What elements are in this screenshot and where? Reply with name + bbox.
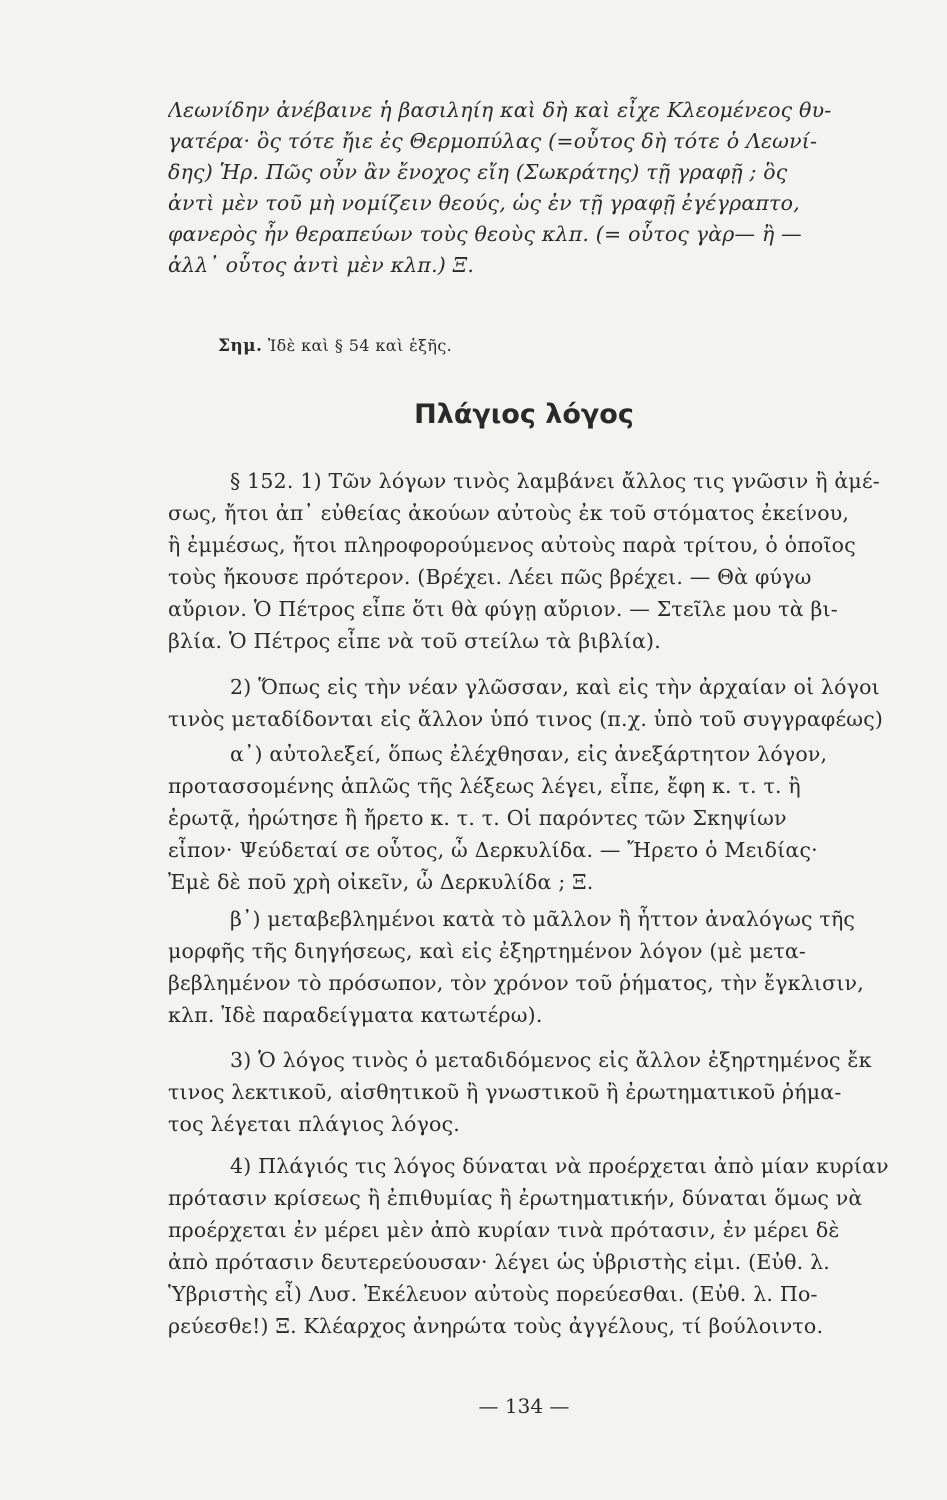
paragraph-line: τος λέγεται πλάγιος λόγος. (168, 1112, 460, 1136)
paragraph-line: 3) Ὁ λόγος τινὸς ὁ μεταδιδόμενος εἰς ἄλλον ἐξηρτημένος ἔκ (230, 1048, 872, 1072)
paragraph-line: Ἐμὲ δὲ ποῦ χρὴ οἰκεῖν, ὦ Δερκυλίδα ; Ξ. (168, 870, 594, 894)
text-line: ἀλλ᾽ οὗτος ἀντὶ μὲν κλπ.) Ξ. (168, 253, 475, 277)
paragraph-line: τινος λεκτικοῦ, αἰσθητικοῦ ἢ γνωστικοῦ ἢ ἐρωτηματικοῦ ῥήμα- (168, 1080, 842, 1104)
paragraph-line: ἀπὸ πρότασιν δευτερεύουσαν· λέγει ὡς ὑβριστὴς εἰμι. (Εὐθ. λ. (168, 1250, 831, 1274)
section-heading: Πλάγιος λόγος (414, 399, 634, 430)
paragraph-line: αὔριον. Ὁ Πέτρος εἶπε ὅτι θὰ φύγῃ αὔριον. — Στεῖλε μου τὰ βι- (168, 597, 838, 621)
paragraph-line: 2) Ὅπως εἰς τὴν νέαν γλῶσσαν, καὶ εἰς τὴν ἀρχαίαν οἱ λόγοι (230, 675, 880, 699)
paragraph-line: βεβλημένον τὸ πρόσωπον, τὸν χρόνον τοῦ ῥήματος, τὴν ἔγκλισιν, (168, 971, 864, 995)
paragraph-line: ρεύεσθε!) Ξ. Κλέαρχος ἀνηρώτα τοὺς ἀγγέλους, τί βούλοιντο. (168, 1314, 824, 1338)
book-page (168, 95, 920, 1455)
paragraph-line: σως, ἤτοι ἀπ᾽ εὐθείας ἀκούων αὐτοὺς ἐκ τοῦ στόματος ἐκείνου, (168, 501, 850, 525)
paragraph-line: πρότασιν κρίσεως ἢ ἐπιθυμίας ἢ ἐρωτηματικήν, δύναται ὅμως νὰ (168, 1186, 863, 1210)
page-number: — 134 — (478, 1394, 570, 1418)
text-line: φανερὸς ἦν θεραπεύων τοὺς θεοὺς κλπ. (= οὗτος γὰρ— ἢ — (168, 222, 802, 246)
text-line: Λεωνίδην ἀνέβαινε ἡ βασιληίη καὶ δὴ καὶ εἶχε Κλεομένεος θυ- (168, 98, 832, 122)
text-line: γατέρα· ὃς τότε ἤιε ἐς Θερμοπύλας (=οὗτος δὴ τότε ὁ Λεωνί- (168, 129, 818, 153)
text-line: δης) Ἡρ. Πῶς οὖν ἂν ἔνοχος εἴη (Σωκράτης) τῇ γραφῇ ; ὃς (168, 160, 788, 184)
paragraph-line: ἐρωτᾷ, ἠρώτησε ἢ ἤρετο κ. τ. τ. Οἱ παρόντες τῶν Σκηψίων (168, 806, 787, 830)
note-text: Ἰδὲ καὶ § 54 καὶ ἑξῆς. (262, 336, 453, 355)
paragraph-line: κλπ. Ἰδὲ παραδείγματα κατωτέρω). (168, 1003, 543, 1027)
paragraph-line: προέρχεται ἐν μέρει μὲν ἀπὸ κυρίαν τινὰ πρότασιν, ἐν μέρει δὲ (168, 1218, 840, 1242)
paragraph-line: προτασσομένης ἁπλῶς τῆς λέξεως λέγει, εἶπε, ἔφη κ. τ. τ. ἢ (168, 774, 801, 798)
paragraph-line: 4) Πλάγιός τις λόγος δύναται νὰ προέρχεται ἀπὸ μίαν κυρίαν (230, 1154, 889, 1178)
text-line: ἀντὶ μὲν τοῦ μὴ νομίζειν θεούς, ὡς ἐν τῇ γραφῇ ἐγέγραπτο, (168, 191, 800, 215)
paragraph-line: τινὸς μεταδίδονται εἰς ἄλλον ὑπό τινος (π.χ. ὑπὸ τοῦ συγγραφέως) (168, 707, 884, 731)
paragraph-line: εἶπον· Ψεύδεταί σε οὗτος, ὦ Δερκυλίδα. — Ἤρετο ὁ Μειδίας· (168, 838, 818, 862)
paragraph-line: α᾽) αὐτολεξεί, ὅπως ἐλέχθησαν, εἰς ἀνεξάρτητον λόγον, (230, 742, 828, 766)
paragraph-line: ἢ ἐμμέσως, ἤτοι πληροφορούμενος αὐτοὺς παρὰ τρίτου, ὁ ὁποῖος (168, 533, 856, 557)
paragraph-line: μορφῆς τῆς διηγήσεως, καὶ εἰς ἐξηρτημένον λόγον (μὲ μετα- (168, 939, 807, 963)
paragraph-line: βλία. Ὁ Πέτρος εἶπε νὰ τοῦ στείλω τὰ βιβλία). (168, 629, 661, 653)
paragraph-line: τοὺς ἤκουσε πρότερον. (Βρέχει. Λέει πῶς βρέχει. — Θὰ φύγω (168, 565, 812, 589)
paragraph-line: β᾽) μεταβεβλημένοι κατὰ τὸ μᾶλλον ἢ ἧττον ἀναλόγως τῆς (230, 907, 856, 931)
note-line (218, 331, 918, 361)
note-label: Σημ. (218, 336, 263, 356)
paragraph-line: § 152. 1) Τῶν λόγων τινὸς λαμβάνει ἄλλος τις γνῶσιν ἢ ἀμέ- (230, 469, 880, 493)
paragraph-line: Ὑβριστὴς εἶ) Λυσ. Ἐκέλευον αὐτοὺς πορεύεσθαι. (Εὐθ. λ. Πο- (168, 1282, 818, 1306)
